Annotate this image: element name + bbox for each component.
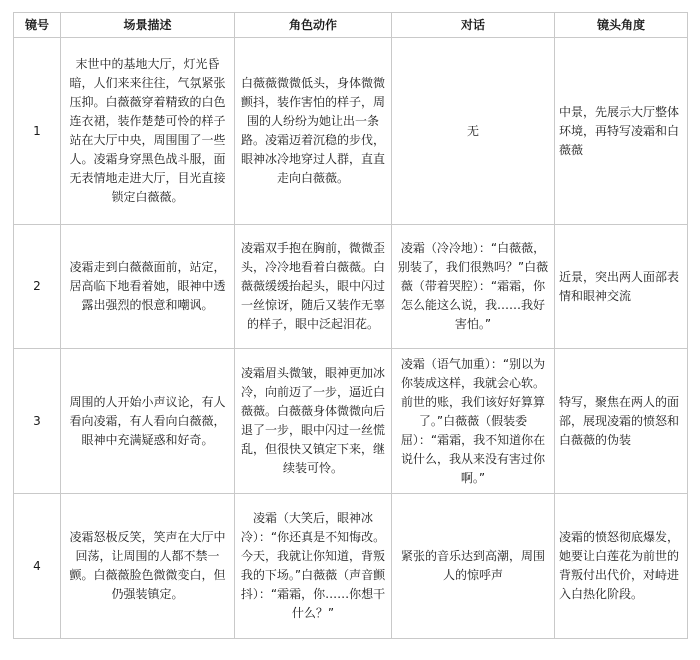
table-row (14, 349, 688, 494)
dialogue (392, 349, 555, 494)
camera-angle (555, 494, 688, 639)
scene-description-text: 末世中的基地大厅，灯光昏暗，人们来来往往，气氛紧张压抑。白薇薇穿着精致的白色连衣裙，装作楚楚可怜的样子站在大厅中央，周围围了一些人。凌霜身穿黑色战斗服，面无表情地走进大厅，目光直接锁定白薇薇。 (69, 57, 226, 204)
shot-number-text: 2 (33, 279, 41, 293)
character-action (235, 494, 392, 639)
camera-angle (555, 38, 688, 225)
dialogue-text: 凌霜（冷冷地）：“白薇薇，别装了，我们很熟吗？”白薇薇（带着哭腔）：“霜霜，你怎么能这么说，我……我好害怕。” (397, 241, 549, 331)
camera-angle (555, 225, 688, 349)
scene-description (61, 494, 235, 639)
shot-number (14, 225, 61, 349)
scene-description (61, 349, 235, 494)
header-row (14, 13, 688, 38)
scene-description-text: 凌霜怒极反笑，笑声在大厅中回荡，让周围的人都不禁一颤。白薇薇脸色微微变白，但仍强装镇定。 (69, 530, 226, 601)
shot-number (14, 38, 61, 225)
scene-description-text: 凌霜走到白薇薇面前，站定，居高临下地看着她，眼神中透露出强烈的恨意和嘲讽。 (69, 260, 226, 312)
shot-number (14, 349, 61, 494)
scene-description (61, 38, 235, 225)
table-row (14, 494, 688, 639)
dialogue (392, 225, 555, 349)
shot-number-text: 1 (33, 123, 41, 138)
shot-number (14, 494, 61, 639)
dialogue-text: 无 (466, 123, 479, 138)
header-scene: 场景描述 (61, 13, 235, 38)
camera-angle-text: 特写，聚焦在两人的面部，展现凌霜的愤怒和白薇薇的伪装 (559, 394, 680, 447)
dialogue (392, 494, 555, 639)
character-action (235, 349, 392, 494)
character-action-text: 凌霜（大笑后，眼神冰冷）：“你还真是不知悔改。今天，我就让你知道，背叛我的下场。”白薇薇（声音颤抖）：“霜霜，你……你想干什么？” (240, 511, 386, 620)
storyboard-table (13, 12, 688, 639)
scene-description-text: 周围的人开始小声议论，有人看向凌霜，有人看向白薇薇，眼神中充满疑惑和好奇。 (69, 394, 226, 447)
dialogue-text: 紧张的音乐达到高潮，周围人的惊呼声 (400, 549, 545, 582)
character-action-text: 凌霜眉头微皱，眼神更加冰冷，向前迈了一步，逼近白薇薇。白薇薇身体微微向后退了一步，眼中闪过一丝慌乱，但很快又镇定下来，继续装可怜。 (240, 366, 385, 475)
camera-angle (555, 349, 688, 494)
character-action-text: 白薇薇微微低头，身体微微颤抖，装作害怕的样子，周围的人纷纷为她让出一条路。凌霜迈着沉稳的步伐，眼神冰冷地穿过人群，直直走向白薇薇。 (240, 76, 385, 185)
shot-number-text: 4 (33, 558, 41, 573)
table-row (14, 225, 688, 349)
dialogue (392, 38, 555, 225)
header-action: 角色动作 (235, 13, 392, 38)
camera-angle-text: 中景，先展示大厅整体环境，再特写凌霜和白薇薇 (559, 104, 680, 157)
camera-angle-text: 近景，突出两人面部表情和眼神交流 (559, 269, 680, 303)
dialogue-text: 凌霜（语气加重）：“别以为你装成这样，我就会心软。前世的账，我们该好好算算了。”白薇薇（假装委屈）：“霜霜，我不知道你在说什么，我从来没有害过你啊。” (400, 356, 546, 485)
character-action (235, 225, 392, 349)
shot-number-text: 3 (33, 413, 41, 428)
header-shot: 镜号 (14, 13, 61, 38)
character-action-text: 凌霜双手抱在胸前，微微歪头，冷冷地看着白薇薇。白薇薇缓缓抬起头，眼中闪过一丝惊讶，随后又装作无辜的样子，眼中泛起泪花。 (240, 241, 385, 331)
scene-description (61, 225, 235, 349)
camera-angle-text: 凌霜的愤怒彻底爆发，她要让白莲花为前世的背叛付出代价，对峙进入白热化阶段。 (559, 530, 680, 601)
header-camera: 镜头角度 (555, 13, 688, 38)
character-action (235, 38, 392, 225)
table-row (14, 38, 688, 225)
header-dialogue: 对话 (392, 13, 555, 38)
